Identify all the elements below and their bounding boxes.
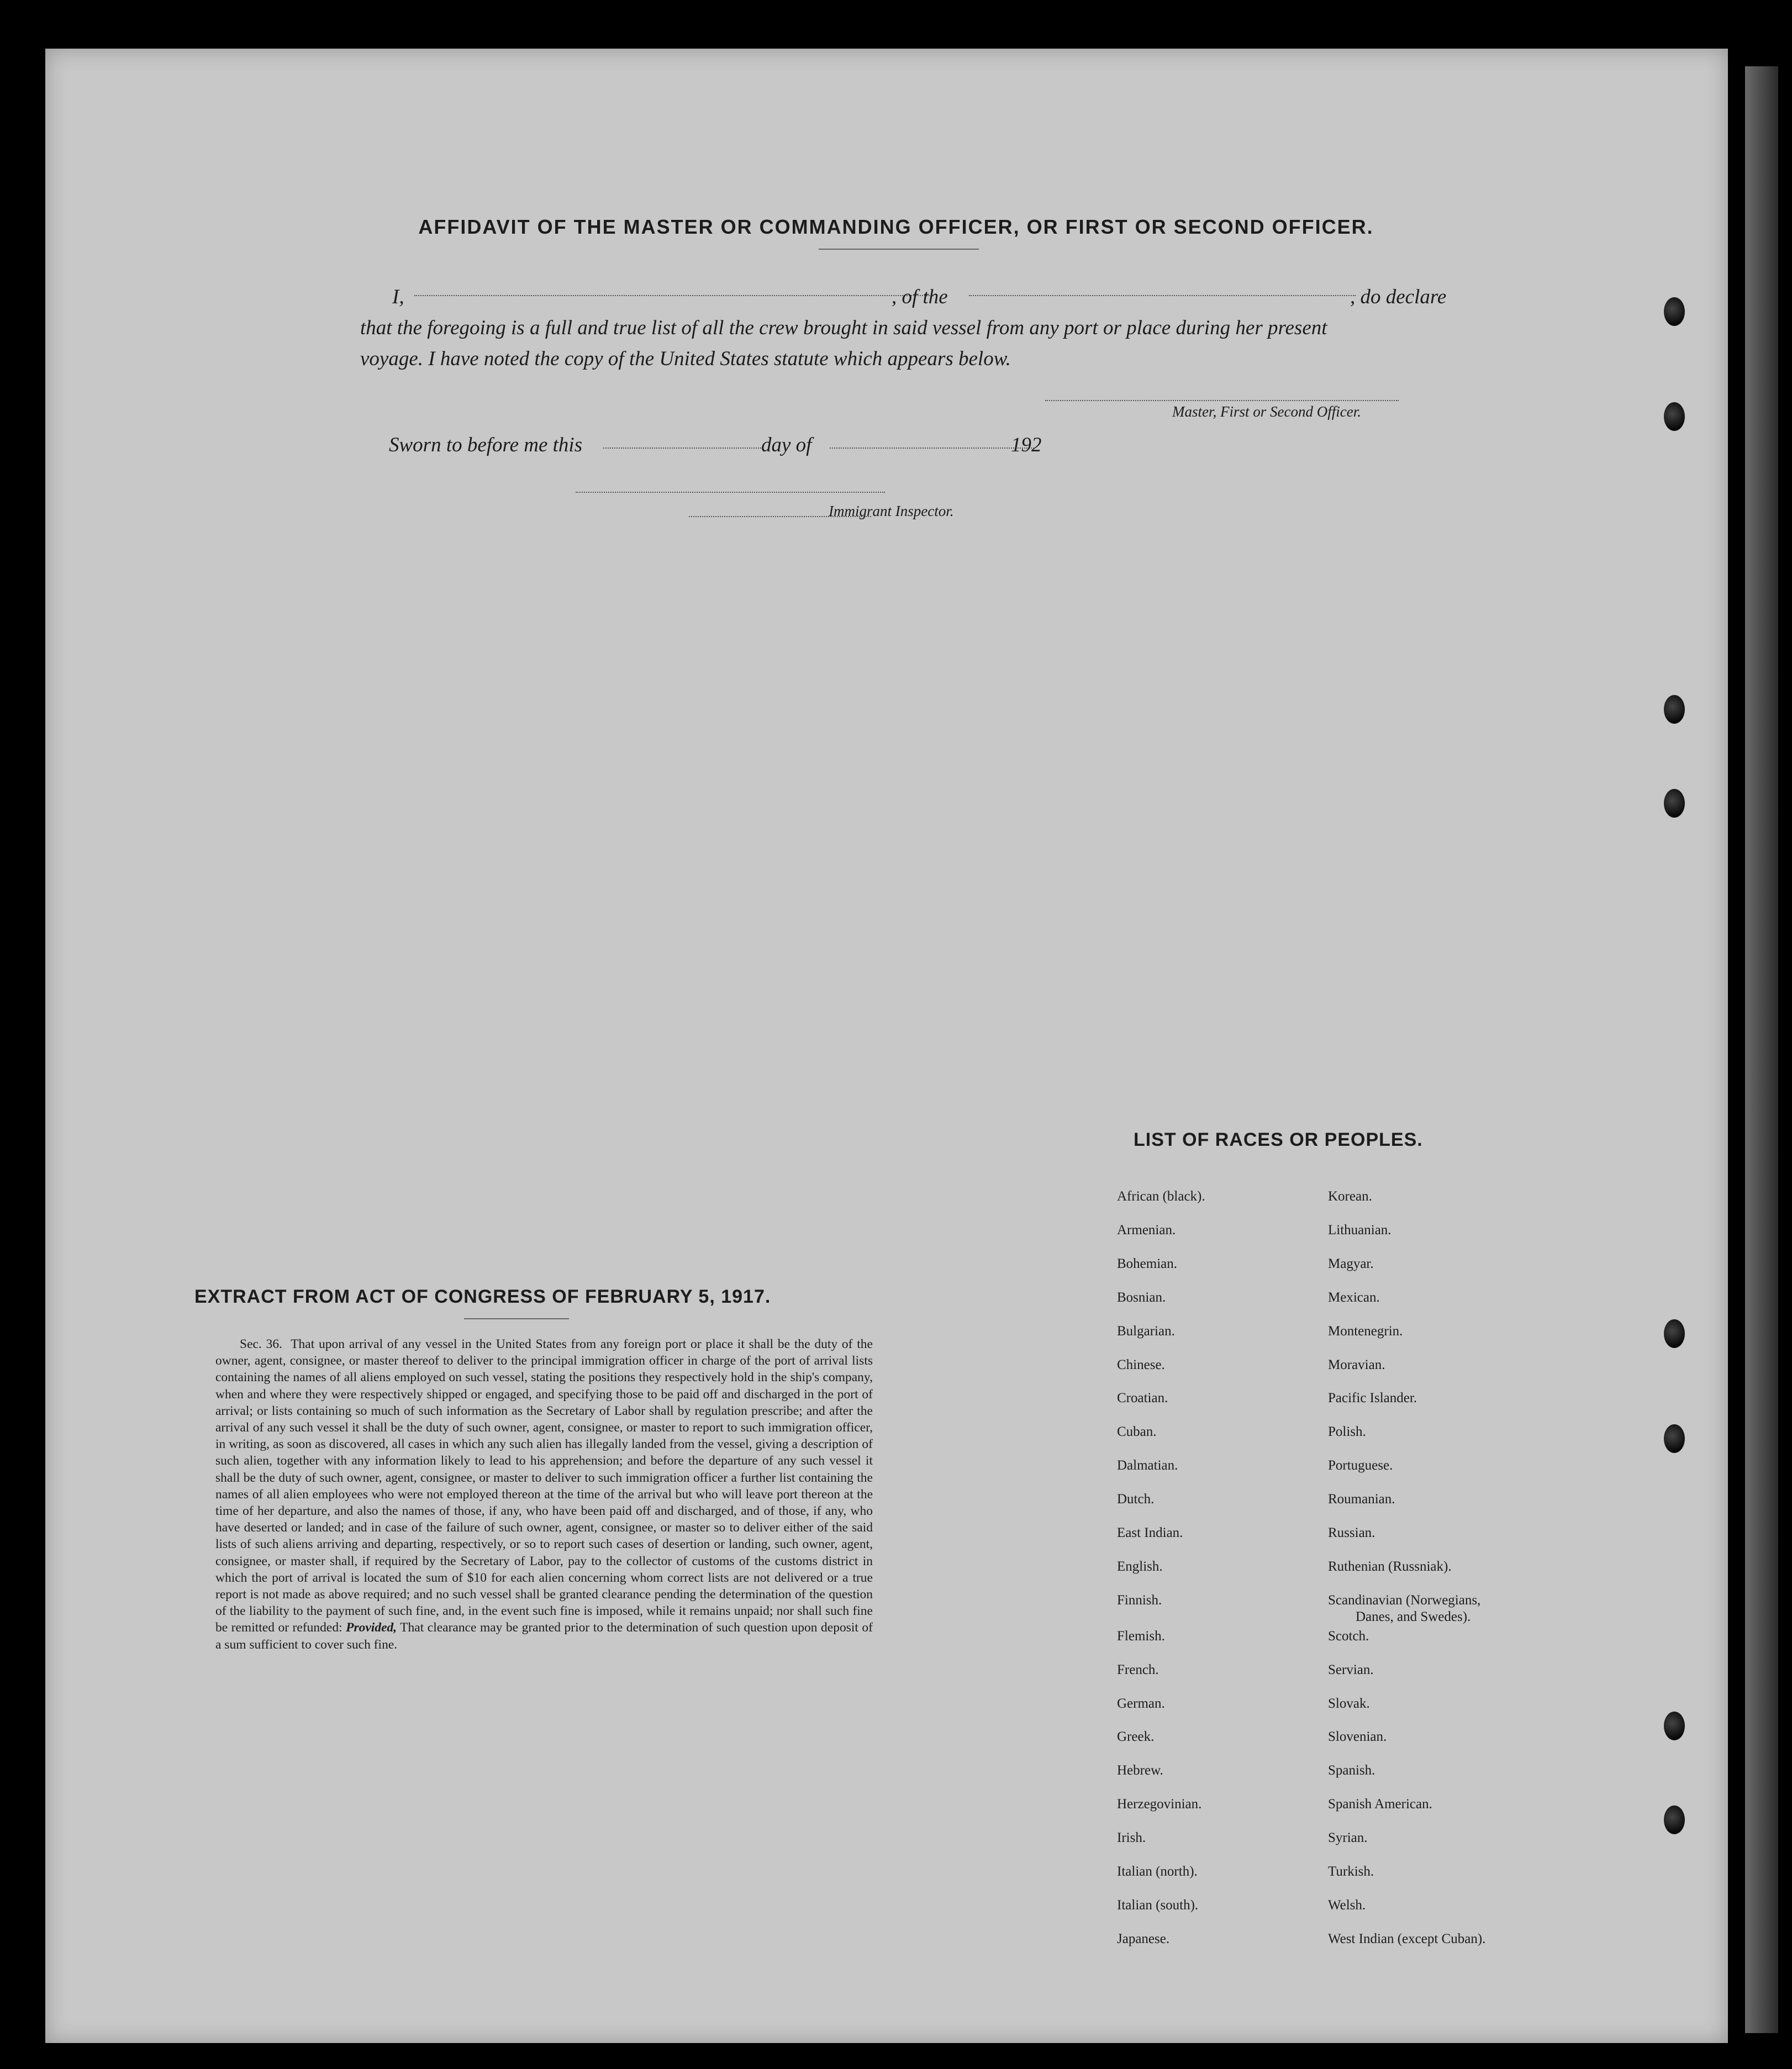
extract-section-36 (215, 1336, 873, 1653)
race-item: Russian. (1328, 1525, 1375, 1540)
punch-hole (1664, 297, 1685, 326)
punch-hole (1664, 1319, 1685, 1348)
race-item: German. (1117, 1696, 1165, 1711)
section-text-end: That clearance may be granted prior to the determination of such question upon deposit of a sum sufficient to cover such fine. (215, 1620, 873, 1652)
race-item: Turkish. (1328, 1864, 1374, 1879)
race-item: Chinese. (1117, 1357, 1165, 1372)
affidavit-title: AFFIDAVIT OF THE MASTER OR COMMANDING OFFICER, OR FIRST OR SECOND OFFICER. (418, 215, 1374, 238)
sworn-month-blank (830, 448, 1034, 449)
race-item: Welsh. (1328, 1897, 1366, 1913)
race-item: Croatian. (1117, 1391, 1168, 1406)
race-item: Lithuanian. (1328, 1222, 1392, 1238)
race-item: Italian (north). (1117, 1864, 1198, 1879)
race-item: Danes, and Swedes). (1356, 1609, 1471, 1624)
race-item: Scotch. (1328, 1628, 1369, 1644)
race-item: East Indian. (1117, 1525, 1183, 1540)
race-item: Bosnian. (1117, 1289, 1166, 1305)
inspector-caption: Immigrant Inspector. (829, 503, 954, 519)
race-item: Hebrew. (1117, 1763, 1163, 1778)
race-item: Servian. (1328, 1662, 1374, 1677)
master-signature-line (1045, 400, 1399, 401)
race-item: Italian (south). (1117, 1897, 1199, 1913)
affidavit-do-declare: , do declare (1350, 286, 1447, 308)
page-stack-edge (1745, 66, 1778, 2033)
race-item: Japanese. (1117, 1931, 1170, 1946)
title-underline (819, 249, 979, 250)
master-caption: Master, First or Second Officer. (1172, 403, 1361, 420)
race-item: Scandinavian (Norwegians, (1328, 1592, 1481, 1608)
punch-hole (1664, 789, 1685, 818)
race-item: Greek. (1117, 1729, 1155, 1745)
race-item: Dutch. (1117, 1492, 1155, 1507)
name-blank-line (414, 295, 934, 296)
race-item: Mexican. (1328, 1289, 1380, 1305)
sworn-day-blank (603, 448, 763, 449)
race-item: Slovak. (1328, 1696, 1370, 1711)
race-item: Portuguese. (1328, 1458, 1393, 1473)
race-item: African (black). (1117, 1189, 1205, 1204)
race-item: Bohemian. (1117, 1256, 1178, 1271)
race-item: Magyar. (1328, 1256, 1374, 1271)
race-item: Polish. (1328, 1424, 1366, 1440)
race-item: Irish. (1117, 1830, 1146, 1846)
race-item: Korean. (1328, 1189, 1372, 1204)
sworn-day-of: day of (761, 434, 812, 456)
race-item: Pacific Islander. (1328, 1391, 1417, 1406)
race-item: Flemish. (1117, 1628, 1165, 1644)
race-item: West Indian (except Cuban). (1328, 1931, 1486, 1946)
section-label: Sec. 36. (240, 1337, 282, 1351)
punch-hole (1664, 1805, 1685, 1834)
race-item: French. (1117, 1662, 1159, 1677)
race-item: Syrian. (1328, 1830, 1368, 1846)
race-item: Finnish. (1117, 1592, 1162, 1608)
punch-hole (1664, 1424, 1685, 1453)
punch-hole (1664, 402, 1685, 431)
race-item: Ruthenian (Russniak). (1328, 1559, 1452, 1574)
affidavit-i: I, (392, 286, 404, 308)
race-item: Cuban. (1117, 1424, 1157, 1440)
section-text: That upon arrival of any vessel in the United States from any foreign port or place it shall be the duty of the owner, agent, consignee, or master thereof to deliver to the principal immigration officer in charge of the port of arrival lists containing the names of all aliens employed on such vessel, stating the positions they respectively hold in the ship's company, when and where they were respectively shipped or engaged, and specifying those to be paid off and discharged in the port of arrival; or lists containing so much of such information as the Secretary of Labor shall by regulation prescribe; and after the arrival of any such vessel it shall be the duty of such owner, agent, consignee, or master to report to such immigration officer, in writing, as soon as discovered, all cases in which any such alien has illegally landed from the vessel, giving a description of such alien, together with any information likely to lead to his apprehension; and before the departure of any such vessel it shall be the duty of such owner, agent, consignee, or master to deliver to such immigration officer a further list containing the names of all alien employees who were not employed thereon at the time of the arrival but who will leave port thereon at the time of her departure, and also the names of those, if any, who have been paid off and discharged, and of those, if any, who have deserted or landed; and in case of the failure of such owner, agent, consignee, or master so to deliver either of the said lists of such aliens arriving and departing, respectively, or so to report such cases of desertion or landing, such owner, agent, consignee, or master shall, if required by the Secretary of Labor, pay to the collector of customs of the customs district in which the port of arrival is located the sum of $10 for each alien concerning whom correct lists are not delivered or a true report is not made as above required; and no such vessel shall be granted clearance pending the determination of the question of the liability to the payment of such fine, and, in the event such fine is imposed, while it remains unpaid; nor shall such fine be remitted or refunded: (215, 1337, 873, 1635)
race-item: Montenegrin. (1328, 1323, 1403, 1339)
race-item: Slovenian. (1328, 1729, 1387, 1745)
affidavit-statute-line: voyage. I have noted the copy of the United States statute which appears below. (360, 348, 1011, 370)
race-item: Roumanian. (1328, 1492, 1395, 1507)
race-item: Herzegovinian. (1117, 1797, 1202, 1812)
affidavit-declaration-line: that the foregoing is a full and true list of all the crew brought in said vessel from any port or place during her present (360, 317, 1327, 339)
race-item: Spanish. (1328, 1763, 1375, 1778)
affidavit-of-the: , of the (892, 286, 948, 308)
punch-hole (1664, 695, 1685, 724)
race-item: English. (1117, 1559, 1163, 1574)
provided-word: Provided, (346, 1620, 397, 1635)
races-title: LIST OF RACES OR PEOPLES. (1134, 1129, 1423, 1150)
punch-hole (1664, 1712, 1685, 1740)
sworn-prefix: Sworn to before me this (389, 434, 583, 456)
race-item: Bulgarian. (1117, 1323, 1175, 1339)
race-item: Spanish American. (1328, 1797, 1432, 1812)
manifest-page (45, 49, 1728, 2043)
sworn-year: 192 (1011, 434, 1042, 456)
vessel-blank-line (969, 295, 1356, 296)
race-item: Moravian. (1328, 1357, 1385, 1372)
extract-title: EXTRACT FROM ACT OF CONGRESS OF FEBRUARY 5, 1917. (194, 1286, 771, 1307)
race-item: Armenian. (1117, 1222, 1176, 1238)
race-item: Dalmatian. (1117, 1458, 1178, 1473)
extract-title-underline (464, 1318, 569, 1319)
inspector-signature-line (576, 492, 885, 493)
